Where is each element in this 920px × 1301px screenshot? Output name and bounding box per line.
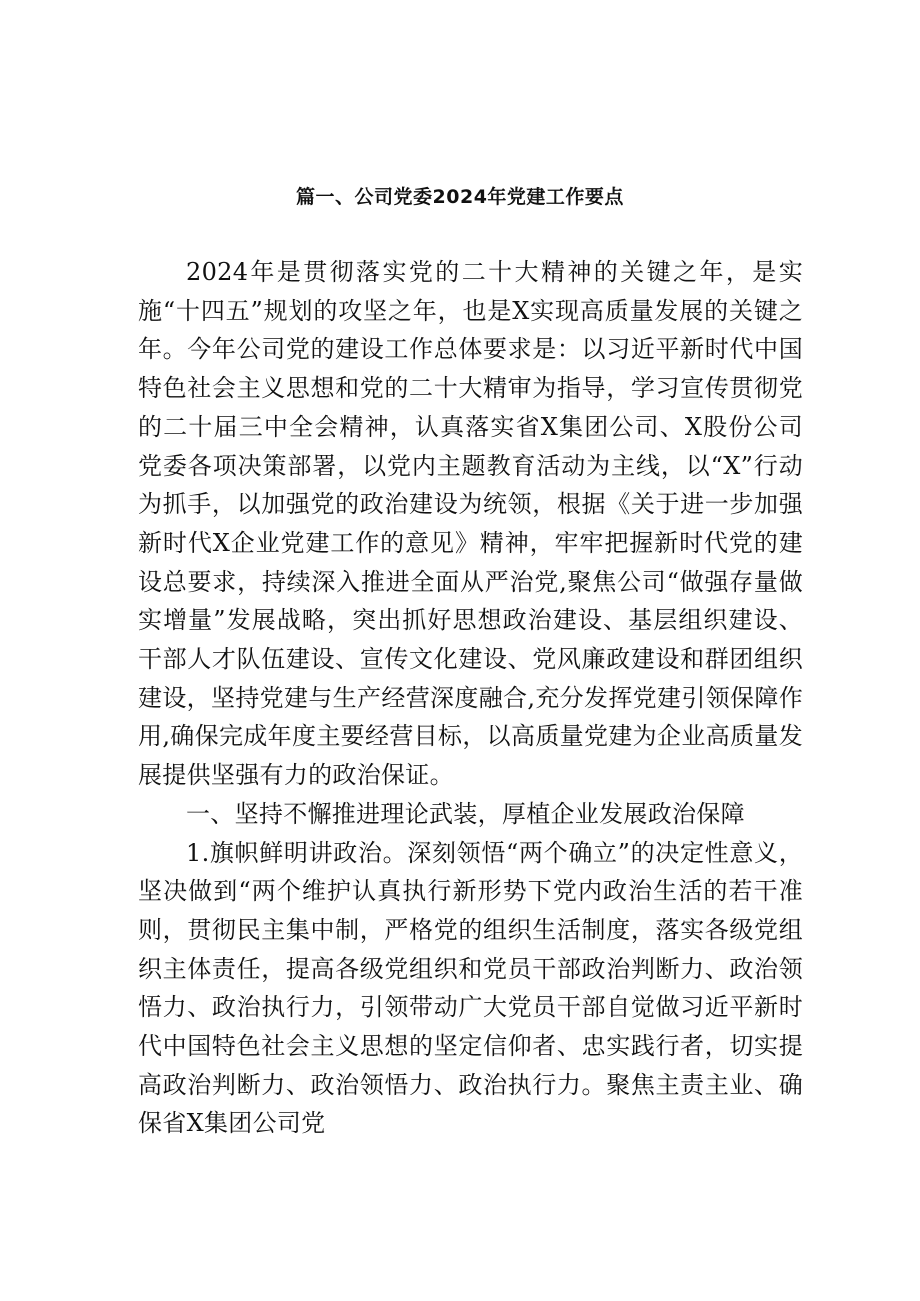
document-title: 篇一、公司党委2024年党建工作要点 bbox=[296, 186, 624, 208]
intro-paragraph: 2024年是贯彻落实党的二十大精神的关键之年，是实施“十四五”规划的攻坚之年，也是X实现高质量发展的关键之年。今年公司党的建设工作总体要求是：以习近平新时代中国特色社会主义思想和党的二十大精审为指导，学习宣传贯彻党的二十届三中全会精神，认真落实省X集团公司、X股份公司党委各项决策部署，以党内主题教育活动为主线，以“X”行动为抓手，以加强党的政治建设为统领，根据《关于进一步加强新时代X企业党建工作的意见》精神，牢牢把握新时代党的建设总要求，持续深入推进全面从严治党,聚焦公司“做强存量做实增量”发展战略，突出抓好思想政治建设、基层组织建设、干部人才队伍建设、宣传文化建设、党风廉政建设和群团组织建设，坚持党建与生产经营深度融合,充分发挥党建引领保障作用,确保完成年度主要经营目标，以高质量党建为企业高质量发展提供坚强有力的政治保证。 bbox=[138, 258, 803, 790]
section-heading-1: 一、坚持不懈推进理论武装，厚植企业发展政治保障 bbox=[186, 799, 745, 828]
item-paragraph-1: 1.旗帜鲜明讲政治。深刻领悟“两个确立”的决定性意义，坚决做到“两个维护认真执行新形势下党内政治生活的若干准则，贯彻民主集中制，严格党的组织生活制度，落实各级党组织主体责任，提高各级党组织和党员干部政治判断力、政治领悟力、政治执行力，引领带动广大党员干部自觉做习近平新时代中国特色社会主义思想的坚定信仰者、忠实践行者，切实提高政治判断力、政治领悟力、政治执行力。聚焦主责主业、确保省X集团公司党 bbox=[138, 838, 803, 1138]
document-body bbox=[138, 253, 803, 1143]
